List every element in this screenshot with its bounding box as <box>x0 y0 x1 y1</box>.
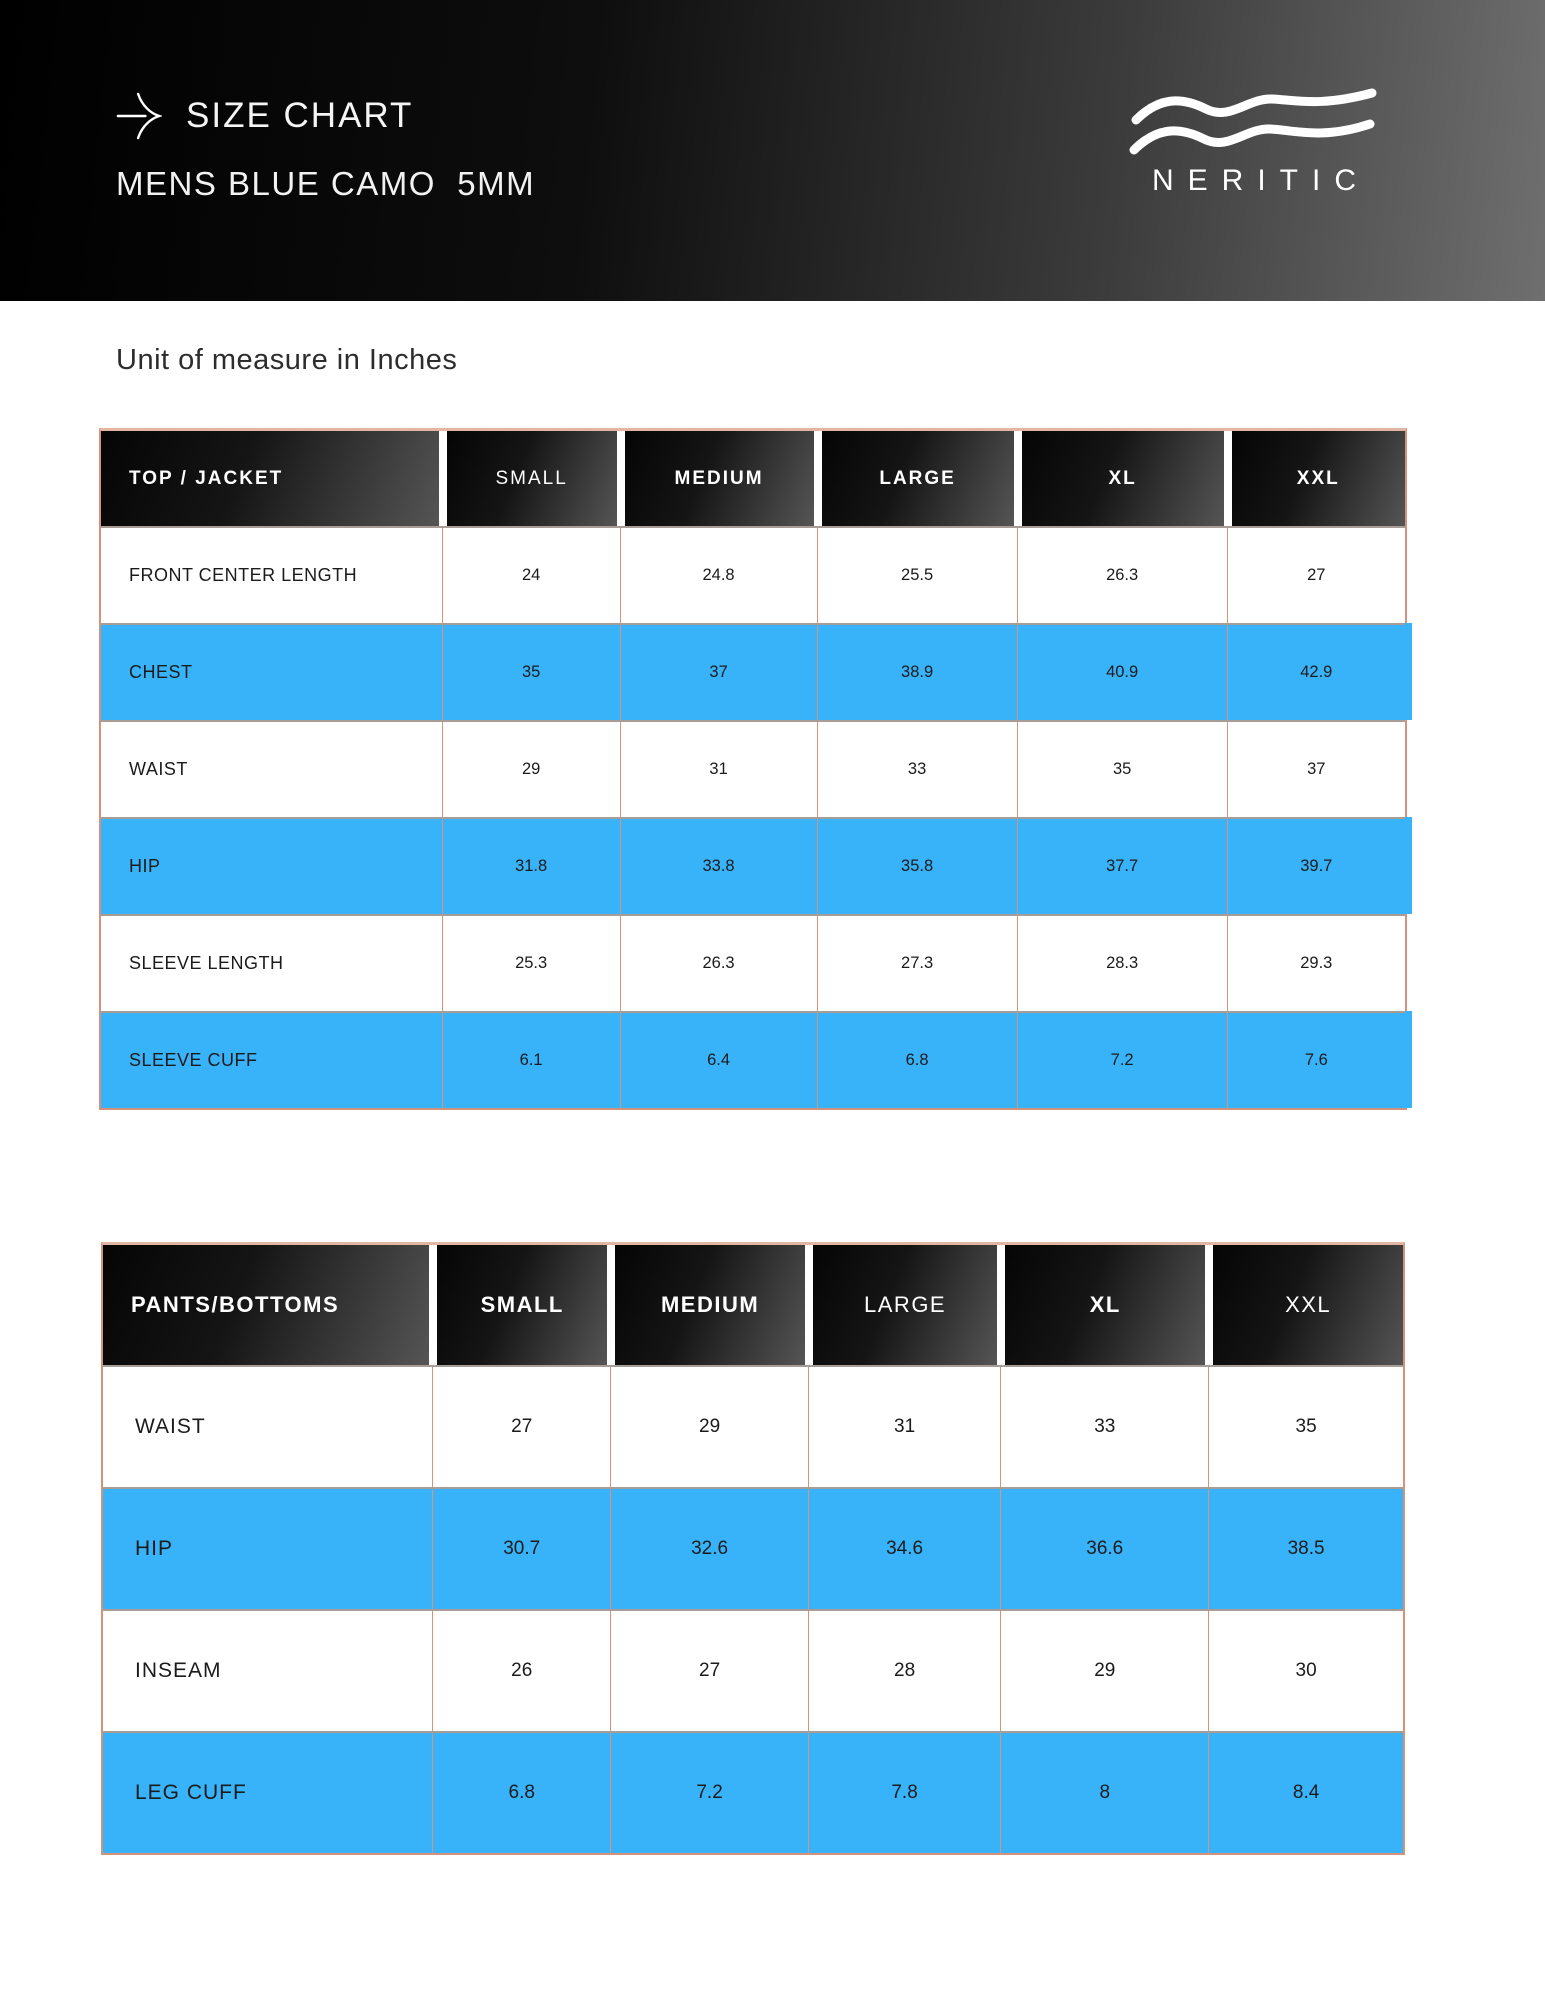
product-subtitle: MENS BLUE CAMO 5MM <box>116 165 536 202</box>
size-value: 34.6 <box>809 1489 1001 1609</box>
row-label: FRONT CENTER LENGTH <box>101 528 443 623</box>
size-value: 6.8 <box>433 1733 611 1853</box>
header-cell-category <box>103 1245 433 1365</box>
size-value: 33 <box>1001 1367 1209 1487</box>
size-value: 38.9 <box>818 625 1018 720</box>
brand-name: NERITIC <box>1152 164 1370 197</box>
size-value: 24 <box>443 528 621 623</box>
row-label: WAIST <box>101 722 443 817</box>
title-row <box>116 88 413 144</box>
table-row-hip <box>101 817 1405 914</box>
header-cell-category <box>101 431 443 526</box>
header-label: SMALL <box>437 1245 607 1365</box>
size-value: 29.3 <box>1300 954 1333 972</box>
brand-waves-icon <box>1128 88 1380 164</box>
size-value: 29 <box>443 722 621 817</box>
table-row-sleeve-length <box>101 914 1405 1011</box>
header-label: LARGE <box>822 431 1014 526</box>
header-cell-size <box>611 1245 809 1365</box>
size-value: 38.5 <box>1287 1538 1325 1559</box>
header-cell-size <box>1001 1245 1209 1365</box>
header-label: XL <box>1022 431 1224 526</box>
table-row-front-center-length <box>101 526 1405 623</box>
size-value: 6.1 <box>443 1013 621 1108</box>
row-label: LEG CUFF <box>103 1733 433 1853</box>
hero-banner <box>0 0 1545 301</box>
size-value: 25.3 <box>443 916 621 1011</box>
header-cell-size <box>809 1245 1001 1365</box>
right-arrow-icon <box>116 88 162 144</box>
brand-logo <box>1128 88 1380 198</box>
size-table-top-jacket <box>99 428 1407 1110</box>
size-value: 28 <box>809 1611 1001 1731</box>
size-value: 30.7 <box>433 1489 611 1609</box>
header-label: LARGE <box>813 1245 997 1365</box>
header-label: PANTS/BOTTOMS <box>103 1245 429 1365</box>
unit-note: Unit of measure in Inches <box>116 344 458 376</box>
header-cell-size <box>443 431 621 526</box>
size-value: 7.2 <box>1018 1013 1228 1108</box>
size-value: 24.8 <box>621 528 818 623</box>
size-value: 26.3 <box>621 916 818 1011</box>
table-row-hip <box>103 1487 1403 1609</box>
size-value: 35 <box>1295 1416 1317 1437</box>
size-value: 26 <box>433 1611 611 1731</box>
size-value: 39.7 <box>1300 857 1333 875</box>
size-value: 37.7 <box>1018 819 1228 914</box>
size-value: 28.3 <box>1018 916 1228 1011</box>
size-value: 42.9 <box>1300 663 1333 681</box>
header-row <box>101 431 1405 526</box>
size-value: 32.6 <box>611 1489 809 1609</box>
size-value: 27 <box>611 1611 809 1731</box>
size-value: 36.6 <box>1001 1489 1209 1609</box>
row-label: HIP <box>101 819 443 914</box>
size-value: 37 <box>1307 760 1326 778</box>
size-value: 33.8 <box>621 819 818 914</box>
size-value: 27 <box>1307 566 1326 584</box>
header-label: MEDIUM <box>615 1245 805 1365</box>
size-value: 35 <box>443 625 621 720</box>
header-cell-size <box>433 1245 611 1365</box>
header-label: XXL <box>1213 1245 1403 1365</box>
row-label: WAIST <box>103 1367 433 1487</box>
size-value: 25.5 <box>818 528 1018 623</box>
header-cell-size <box>1228 431 1405 526</box>
size-value: 6.8 <box>818 1013 1018 1108</box>
size-value: 35.8 <box>818 819 1018 914</box>
size-value: 30 <box>1295 1660 1317 1681</box>
table-row-waist <box>101 720 1405 817</box>
row-label: SLEEVE CUFF <box>101 1013 443 1108</box>
size-value: 8 <box>1001 1733 1209 1853</box>
size-value: 27 <box>433 1367 611 1487</box>
header-row <box>103 1245 1403 1365</box>
table-row-leg-cuff <box>103 1731 1403 1853</box>
header-label: TOP / JACKET <box>101 431 439 526</box>
size-value: 7.6 <box>1304 1051 1328 1069</box>
size-value: 8.4 <box>1292 1782 1320 1803</box>
size-value: 6.4 <box>621 1013 818 1108</box>
size-value: 7.8 <box>809 1733 1001 1853</box>
header-cell-size <box>818 431 1018 526</box>
size-value: 31 <box>621 722 818 817</box>
size-table-pants-bottoms <box>101 1242 1405 1855</box>
header-cell-size <box>621 431 818 526</box>
size-value: 29 <box>611 1367 809 1487</box>
size-value: 7.2 <box>611 1733 809 1853</box>
size-value: 33 <box>818 722 1018 817</box>
size-value: 40.9 <box>1018 625 1228 720</box>
size-value: 31 <box>809 1367 1001 1487</box>
size-value: 35 <box>1018 722 1228 817</box>
size-value: 26.3 <box>1018 528 1228 623</box>
row-label: CHEST <box>101 625 443 720</box>
row-label: HIP <box>103 1489 433 1609</box>
size-value: 29 <box>1001 1611 1209 1731</box>
header-label: MEDIUM <box>625 431 814 526</box>
header-label: XL <box>1005 1245 1205 1365</box>
table-row-waist <box>103 1365 1403 1487</box>
page-title: SIZE CHART <box>186 96 414 135</box>
size-value: 31.8 <box>443 819 621 914</box>
header-cell-size <box>1018 431 1228 526</box>
size-value: 27.3 <box>818 916 1018 1011</box>
header-label: SMALL <box>447 431 617 526</box>
row-label: SLEEVE LENGTH <box>101 916 443 1011</box>
row-label: INSEAM <box>103 1611 433 1731</box>
header-label: XXL <box>1232 431 1405 526</box>
table-row-inseam <box>103 1609 1403 1731</box>
table-row-sleeve-cuff <box>101 1011 1405 1108</box>
size-value: 37 <box>621 625 818 720</box>
table-row-chest <box>101 623 1405 720</box>
header-cell-size <box>1209 1245 1403 1365</box>
